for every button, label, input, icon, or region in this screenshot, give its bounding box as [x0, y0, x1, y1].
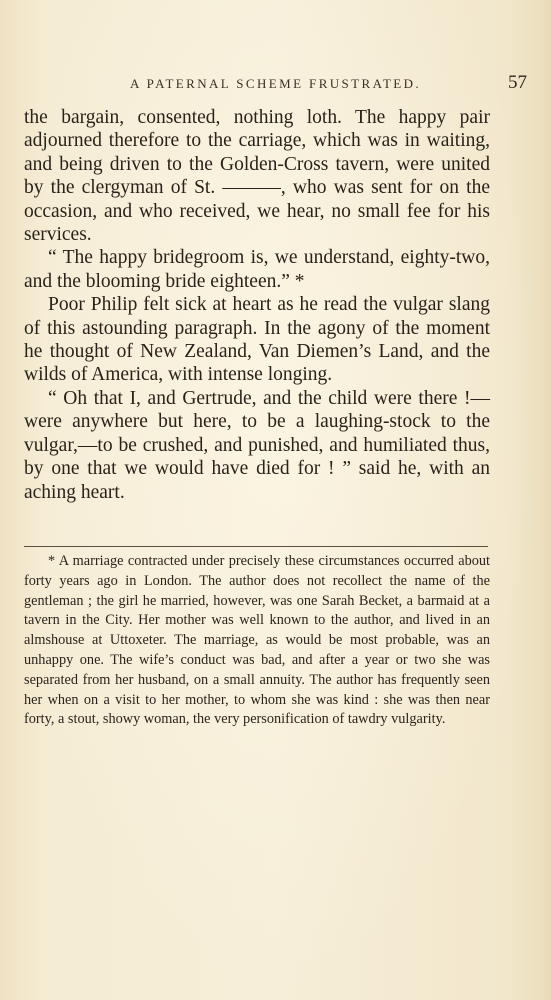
- footnote-text: * A marriage contracted under precisely these circumstances occurred about forty years ago in London. The author does not recollect the name of the gentleman ; the girl he married, however, was one Sarah Becket, a barmaid at a tavern in the City. Her mother was well known to the author, and lived in an almshouse at Uttoxeter. The marriage, as would be most probable, was an unhappy one. The wife’s conduct was bad, and after a year or two she was separated from her husband, on a small annuity. The author has frequently seen her when on a visit to her mother, to whom she was kind : she was then near forty, a stout, showy woman, the very personification of tawdry vulgarity.: [24, 553, 490, 728]
- running-title: A PATERNAL SCHEME FRUSTRATED.: [129, 76, 422, 91]
- footnote-divider: [24, 546, 488, 547]
- paragraph: Poor Philip felt sick at heart as he read the vulgar slang of this astounding paragraph. In the agony of the moment he thought of New Zealand, Van Diemen’s Land, and the wilds of America, with intense longing.: [24, 294, 490, 386]
- paragraph: “ Oh that I, and Gertrude, and the child were there !—were anywhere but here, to be a laughing-stock to the vulgar,—to be crushed, and punished, and humiliated thus, by one that we would have died for ! ” said he, with an aching heart.: [24, 387, 490, 503]
- page-number: 57: [508, 72, 527, 93]
- body-text: [24, 106, 490, 504]
- footnote: [24, 552, 490, 730]
- paragraph: the bargain, consented, nothing loth. The happy pair adjourned therefore to the carriage, which was in waiting, and being driven to the Golden-Cross tavern, were united by the clergyman of St. ———, who was sent for on the occasion, and who received, we hear, no small fee for his services.: [24, 107, 490, 246]
- page-header: [0, 74, 551, 94]
- paragraph: “ The happy bridegroom is, we understand, eighty-two, and the blooming bride eighteen.” *: [24, 247, 490, 292]
